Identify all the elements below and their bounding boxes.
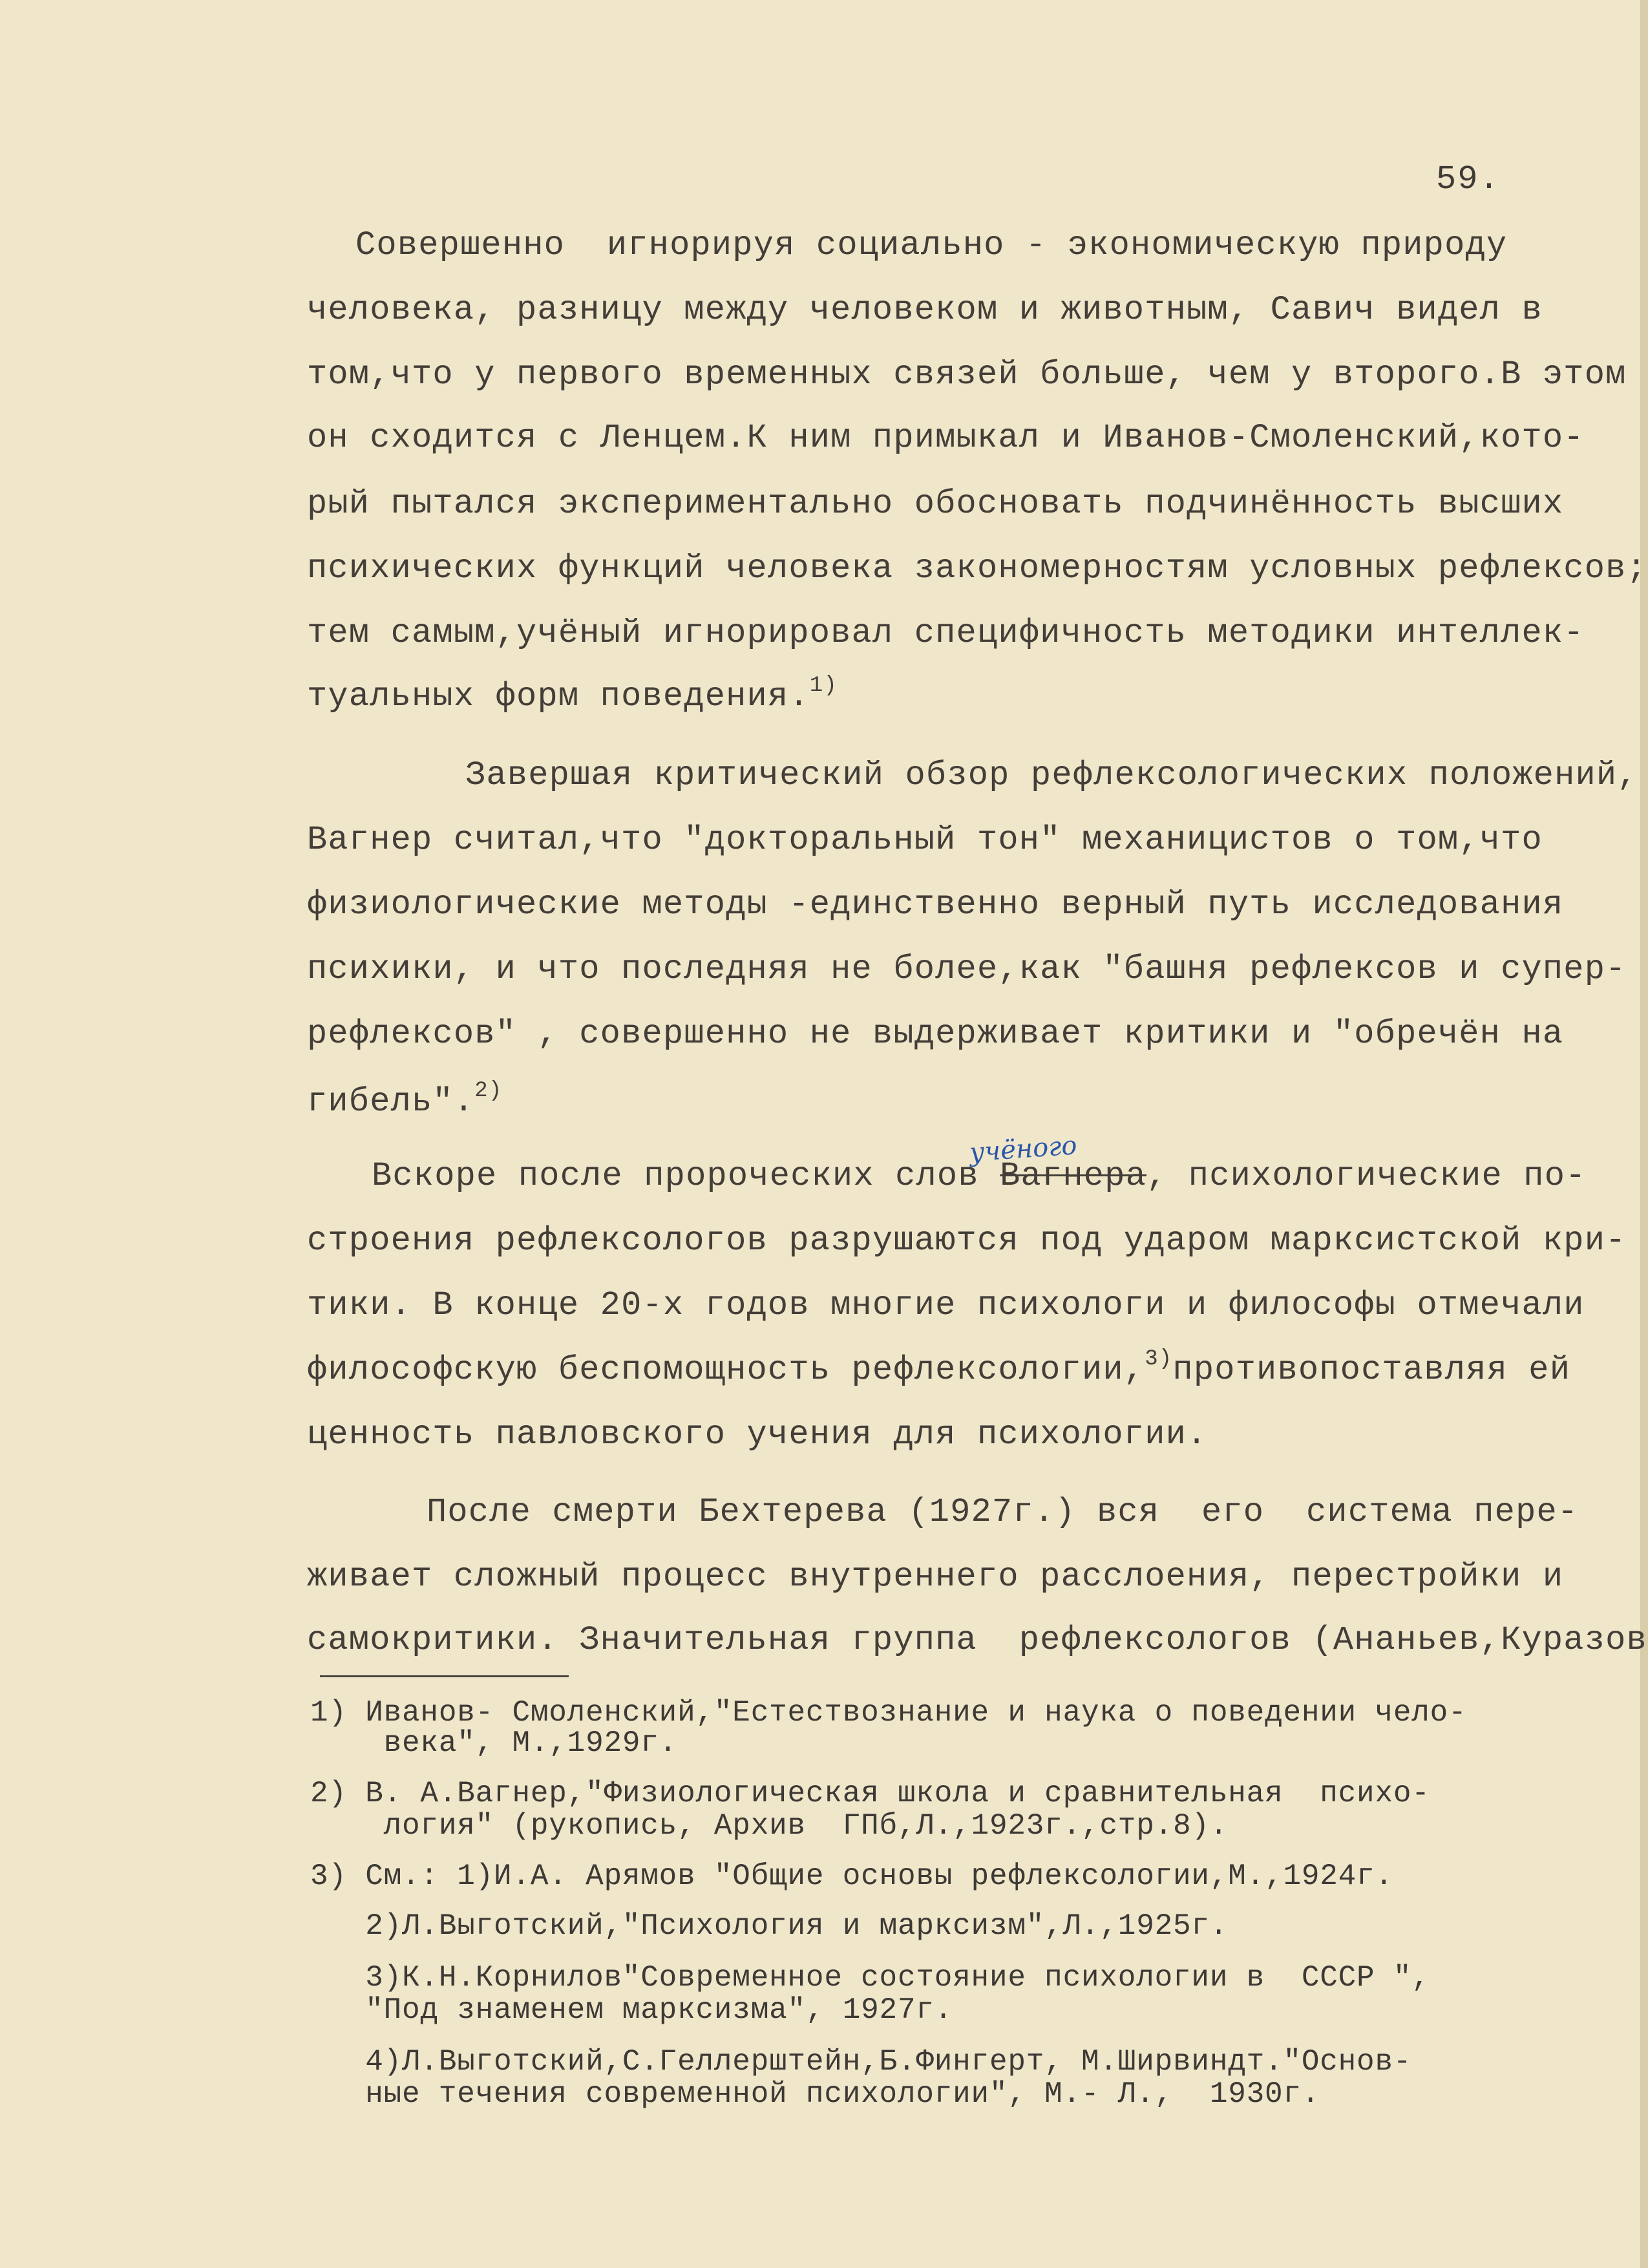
text-line xyxy=(307,673,838,716)
footnote-line: 3)К.Н.Корнилов"Современное состояние психологии в СССР ", xyxy=(310,1961,1430,1995)
footnote-line: логия" (рукопись, Архив ГПб,Л.,1923г.,стр.8). xyxy=(310,1809,1229,1843)
text-line xyxy=(372,1157,1587,1196)
text-line: строения рефлексологов разрушаются под ударом марксистской кри- xyxy=(307,1222,1627,1260)
footnote-line: ные течения современной психологии", М.- Л., 1930г. xyxy=(310,2077,1320,2111)
line-text: туальных форм поведения. xyxy=(307,677,810,715)
footnote-marker-3: 3) xyxy=(1145,1347,1173,1372)
line-text: Вскоре после пророческих слов xyxy=(372,1157,1000,1195)
line-text: гибель". xyxy=(307,1083,475,1121)
text-line: тики. В конце 20-х годов многие психологи и философы отмечали xyxy=(307,1286,1585,1324)
footnote-separator xyxy=(320,1675,569,1677)
page-number: 59. xyxy=(1436,160,1501,198)
line-text: философскую беспомощность рефлексологии, xyxy=(307,1351,1145,1389)
text-line: человека, разницу между человеком и животным, Савич видел в xyxy=(307,291,1543,329)
footnote-marker-2: 2) xyxy=(474,1079,503,1103)
footnote-line: 3) См.: 1)И.А. Арямов "Общие основы рефлексологии,М.,1924г. xyxy=(310,1860,1393,1893)
text-line: тем самым,учёный игнорировал специфичность методики интеллек- xyxy=(307,614,1585,652)
footnote-line: "Под знаменем марксизма", 1927г. xyxy=(310,1993,953,2027)
text-line: Совершенно игнорируя социально - экономическую природу xyxy=(355,226,1508,264)
text-line: физиологические методы -единственно верный путь исследования xyxy=(307,885,1564,924)
line-text: , психологические по- xyxy=(1146,1157,1587,1195)
text-line: психики, и что последняя не более,как "башня рефлексов и супер- xyxy=(307,950,1627,988)
footnote-line: 4)Л.Выготский,С.Геллерштейн,Б.Фингерт, М.Ширвиндт."Основ- xyxy=(310,2045,1412,2079)
handwritten-correction: учёного xyxy=(968,1130,1078,1168)
text-line: Вагнер считал,что "докторальный тон" механицистов о том,что xyxy=(307,821,1543,859)
footnote-marker-1: 1) xyxy=(809,673,838,698)
text-line: рефлексов" , совершенно не выдерживает критики и "обречён на xyxy=(307,1015,1564,1053)
footnote-line: 2) В. А.Вагнер,"Физиологическая школа и сравнительная психо- xyxy=(310,1777,1430,1810)
text-line: живает сложный процесс внутреннего расслоения, перестройки и xyxy=(307,1558,1564,1596)
text-line: После смерти Бехтерева (1927г.) вся его система пере- xyxy=(427,1493,1579,1531)
text-line: том,что у первого временных связей больше, чем у второго.В этом xyxy=(307,355,1627,394)
text-line: ценность павловского учения для психологии. xyxy=(307,1415,1208,1454)
paper-edge xyxy=(1640,0,1648,2268)
line-text: противопоставляя ей xyxy=(1172,1351,1571,1389)
text-line: рый пытался экспериментально обосновать подчинённость высших xyxy=(307,485,1564,523)
struck-word: Вагнера xyxy=(1000,1157,1146,1195)
footnote-line: 1) Иванов- Смоленский,"Естествознание и наука о поведении чело- xyxy=(310,1696,1467,1730)
text-line: психических функций человека закономерностям условных рефлексов; xyxy=(307,549,1647,588)
footnote-line: 2)Л.Выготский,"Психология и марксизм",Л.,1925г. xyxy=(310,1909,1229,1943)
text-line xyxy=(307,1079,503,1121)
text-line xyxy=(307,1347,1571,1390)
text-line: он сходится с Ленцем.К ним примыкал и Иванов-Смоленский,кото- xyxy=(307,419,1585,457)
text-line: Завершая критический обзор рефлексологических положений, xyxy=(465,756,1638,794)
text-line: самокритики. Значительная группа рефлексологов (Ананьев,Куразов xyxy=(307,1621,1647,1659)
footnote-line: века", М.,1929г. xyxy=(310,1726,678,1760)
